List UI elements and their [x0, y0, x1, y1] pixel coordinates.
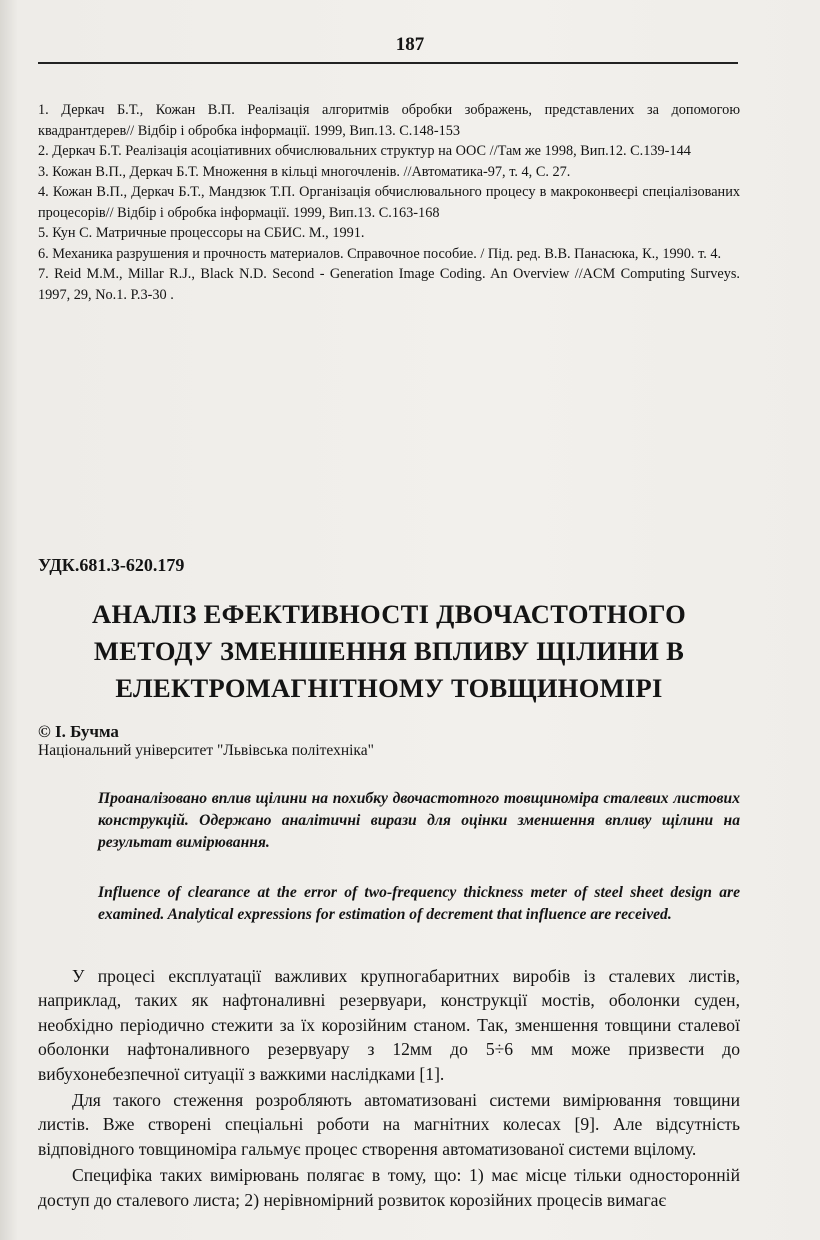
article-body — [38, 964, 740, 1212]
abstract-english: Influence of clearance at the error of two-frequency thickness meter of steel sheet design are examined. Analytical expressions for estimation of decrement that influence are received. — [98, 884, 740, 923]
body-paragraph: Специфіка таких вимірювань полягає в тому, що: 1) має місце тільки односторонній доступ до сталевого листа; 2) нерівномірний розвиток корозійних процесів вимагає — [38, 1165, 740, 1210]
page-number: 187 — [395, 34, 425, 55]
article-title: АНАЛІЗ ЕФЕКТИВНОСТІ ДВОЧАСТОТНОГО МЕТОДУ ЗМЕНШЕННЯ ВПЛИВУ ЩІЛИНИ В ЕЛЕКТРОМАГНІТНОМУ ТОВЩИНОМІРІ — [92, 599, 686, 703]
reference-list — [38, 100, 740, 305]
reference-item: 6. Механика разрушения и прочность материалов. Справочное пособие. / Під. ред. В.В. Панасюка, К., 1990. т. 4. — [38, 245, 722, 262]
abstract-ukrainian: Проаналізовано вплив щілини на похибку двочастотного товщиноміра сталевих листових конструкцій. Одержано аналітичні вирази для оцінки зменшення впливу щілини на результат вимірювання. — [98, 790, 740, 851]
author: © І. Бучма — [38, 722, 119, 741]
reference-item: 2. Деркач Б.Т. Реалізація асоціативних обчислювальних структур на ООС //Там же 1998, Вип.12. С.139-144 — [38, 143, 691, 159]
body-paragraph: Для такого стеження розробляють автоматизовані системи вимірювання товщини листів. Вже створені спеціальні роботи на магнітних колесах [9]. Але відсутність відповідного товщиноміра гальмує процес створення автоматизованої системи вцілому. — [38, 1090, 740, 1159]
udk-code: УДК.681.3-620.179 — [38, 555, 185, 575]
affiliation: Національний університет "Львівська політехніка" — [38, 742, 374, 759]
header-rule — [38, 62, 738, 64]
reference-item: 1. Деркач Б.Т., Кожан В.П. Реалізація алгоритмів обробки зображень, представлених за допомогою квадрантдерев// Відбір і обробка інформації. 1999, Вип.13. С.148-153 — [38, 102, 740, 139]
reference-item: 7. Reid M.M., Millar R.J., Black N.D. Second - Generation Image Coding. An Overview //ACM Computing Surveys. 1997, 29, No.1. P.3-30 . — [38, 266, 740, 303]
reference-item: 5. Кун С. Матричные процессоры на СБИС. М., 1991. — [38, 225, 365, 241]
body-paragraph: У процесі експлуатації важливих крупногабаритних виробів із сталевих листів, наприклад, таких як нафтоналивні резервуари, конструкції мостів, оболонки суден, необхідно періодично стежити за їх корозійним станом. Так, зменшення товщини сталевої оболонки нафтоналивного резервуару з 12мм до 5÷6 мм може призвести до вибухонебезпечної ситуації з важкими наслідками [1]. — [38, 966, 740, 1084]
reference-item: 4. Кожан В.П., Деркач Б.Т., Мандзюк Т.П. Організація обчислювального процесу в макроконвеєрі спеціалізованих процесорів// Відбір і обробка інформації. 1999, Вип.13. С.163-168 — [38, 184, 740, 221]
reference-item: 3. Кожан В.П., Деркач Б.Т. Множення в кільці многочленів. //Автоматика-97, т. 4, С. 27. — [38, 163, 571, 180]
